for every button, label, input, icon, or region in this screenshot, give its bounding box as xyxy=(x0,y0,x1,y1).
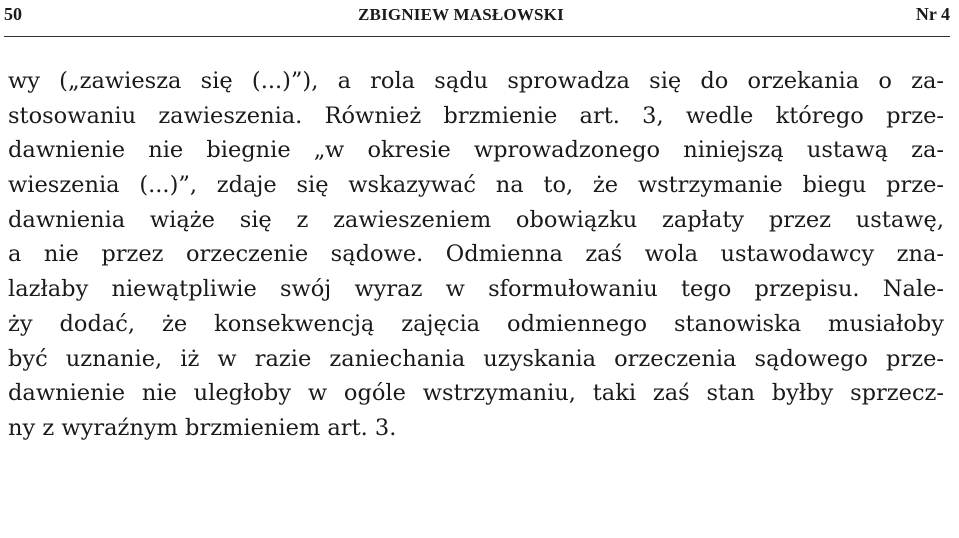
text-line: wieszenia (...)”, zdaje się wskazywać na to, że wstrzymanie biegu prze- xyxy=(8,172,944,199)
page-number: 50 xyxy=(4,4,22,24)
text-line: stosowaniu zawieszenia. Również brzmienie art. 3, wedle którego prze- xyxy=(8,102,944,129)
header-rule xyxy=(4,36,950,37)
text-line: lazłaby niewątpliwie swój wyraz w sformułowaniu tego przepisu. Nale- xyxy=(8,276,944,303)
text-line: wy („zawiesza się (...)”), a rola sądu sprowadza się do orzekania o za- xyxy=(8,68,944,94)
text-line: być uznanie, iż w razie zaniechania uzyskania orzeczenia sądowego prze- xyxy=(8,345,944,372)
page-header xyxy=(4,4,950,30)
text-line: a nie przez orzeczenie sądowe. Odmienna zaś wola ustawodawcy zna- xyxy=(8,241,944,268)
text-line: ny z wyraźnym brzmieniem art. 3. xyxy=(8,414,397,441)
issue-number: Nr 4 xyxy=(915,4,950,24)
body-paragraph xyxy=(8,64,944,446)
running-head: ZBIGNIEW MASŁOWSKI xyxy=(358,5,564,24)
text-line: dawnienie nie uległoby w ogóle wstrzymaniu, taki zaś stan byłby sprzecz- xyxy=(8,380,944,407)
text-line: dawnienia wiąże się z zawieszeniem obowiązku zapłaty przez ustawę, xyxy=(8,206,944,233)
text-line: dawnienie nie biegnie „w okresie wprowadzonego niniejszą ustawą za- xyxy=(8,137,944,164)
text-line: ży dodać, że konsekwencją zajęcia odmiennego stanowiska musiałoby xyxy=(8,310,944,337)
